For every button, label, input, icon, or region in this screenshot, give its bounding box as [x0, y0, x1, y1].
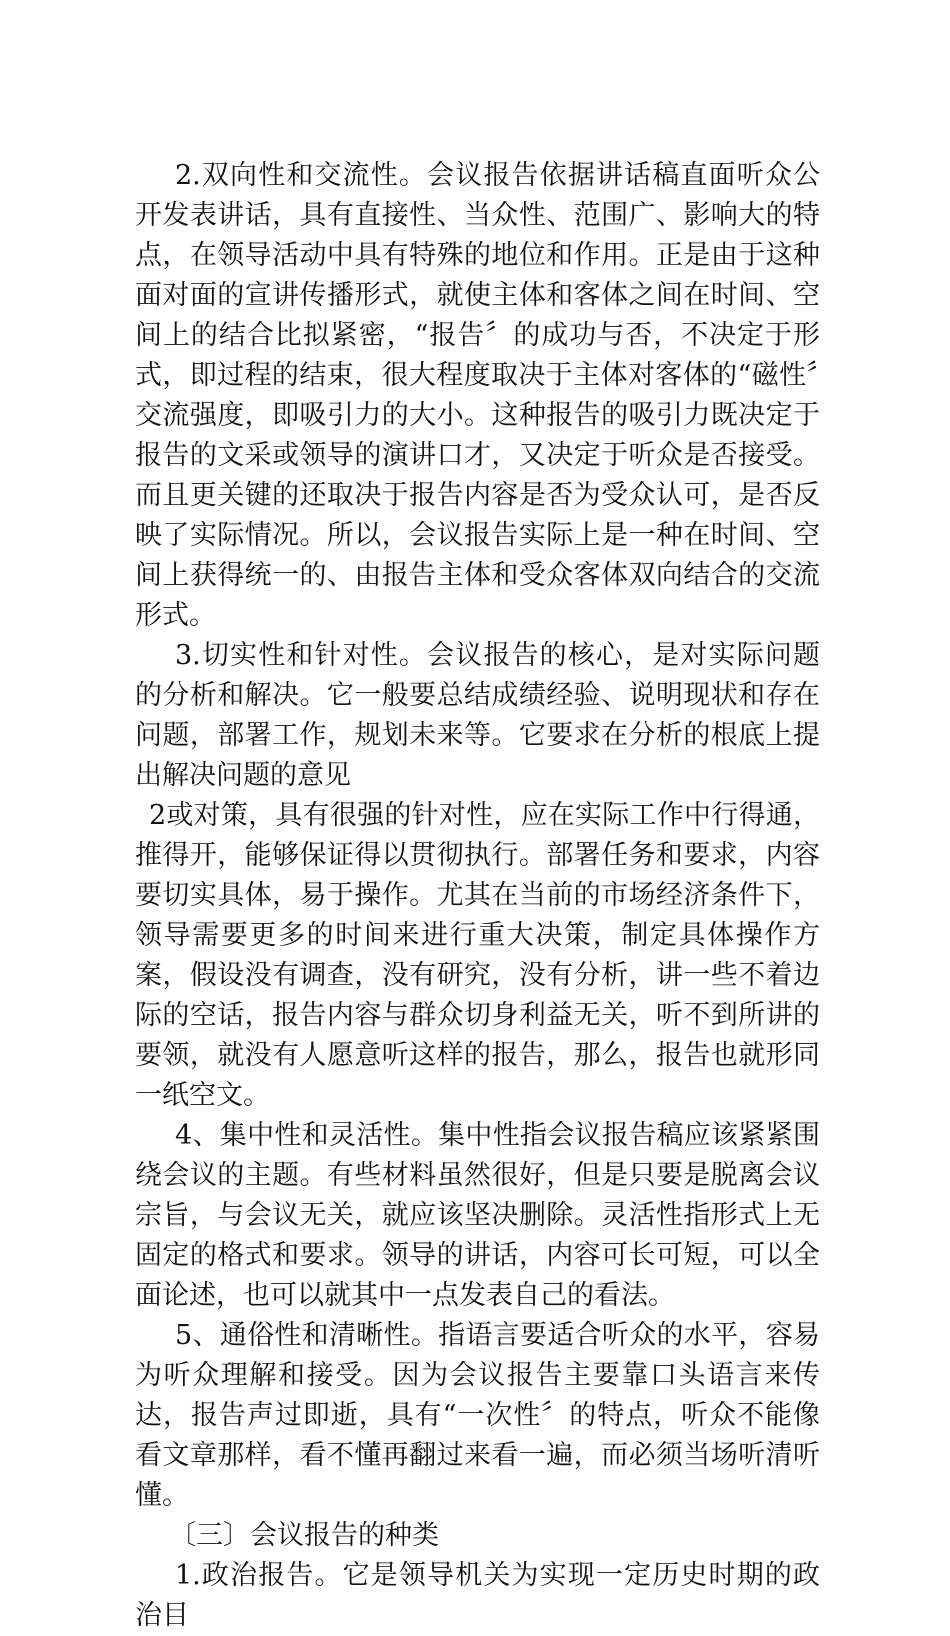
paragraph-political-report: 1.政治报告。它是领导机关为实现一定历史时期的政治目	[135, 1560, 820, 1631]
document-body	[135, 156, 820, 1636]
paragraph-two-way-communication: 2.双向性和交流性。会议报告依据讲话稿直面听众公开发表讲话，具有直接性、当众性、范围广、影响大的特点，在领导活动中具有特殊的地位和作用。正是由于这种面对面的宣讲传播形式，就使主体和客体之间在时间、空间上的结合比拟紧密，“报告〞的成功与否，不决定于形式，即过程的结束，很大程度取决于主体对客体的“磁性〞交流强度，即吸引力的大小。这种报告的吸引力既决定于报告的文采或领导的演讲口才，又决定于听众是否接受。而且更关键的还取决于报告内容是否为受众认可，是否反映了实际情况。所以，会议报告实际上是一种在时间、空间上获得统一的、由报告主体和受众客体双向结合的交流形式。	[135, 160, 820, 631]
paragraph-practicality-pertinence: 3.切实性和针对性。会议报告的核心，是对实际问题的分析和解决。它一般要总结成绩经验、说明现状和存在问题，部署工作，规划未来等。它要求在分析的根底上提出解决问题的意见	[135, 640, 820, 791]
paragraph-popularity-clarity: 5、通俗性和清晰性。指语言要适合听众的水平，容易为听众理解和接受。因为会议报告主要靠口头语言来传达，报告声过即逝，具有“一次性〞的特点，听众不能像看文章那样，看不懂再翻过来看一遍，而必须当场听清听懂。	[135, 1320, 820, 1511]
section-heading: 〔三〕会议报告的种类	[169, 1520, 439, 1551]
paragraph-concentration-flexibility: 4、集中性和灵活性。集中性指会议报告稿应该紧紧围绕会议的主题。有些材料虽然很好，但是只要是脱离会议宗旨，与会议无关，就应该坚决删除。灵活性指形式上无固定的格式和要求。领导的讲话，内容可长可短，可以全面论述，也可以就其中一点发表自己的看法。	[135, 1120, 820, 1311]
paragraph-countermeasures: 2或对策，具有很强的针对性，应在实际工作中行得通，推得开，能够保证得以贯彻执行。部署任务和要求，内容要切实具体，易于操作。尤其在当前的市场经济条件下，领导需要更多的时间来进行重大决策，制定具体操作方案，假设没有调查，没有研究，没有分析，讲一些不着边际的空话，报告内容与群众切身利益无关，听不到所讲的要领，就没有人愿意听这样的报告，那么，报告也就形同一纸空文。	[135, 800, 820, 1111]
